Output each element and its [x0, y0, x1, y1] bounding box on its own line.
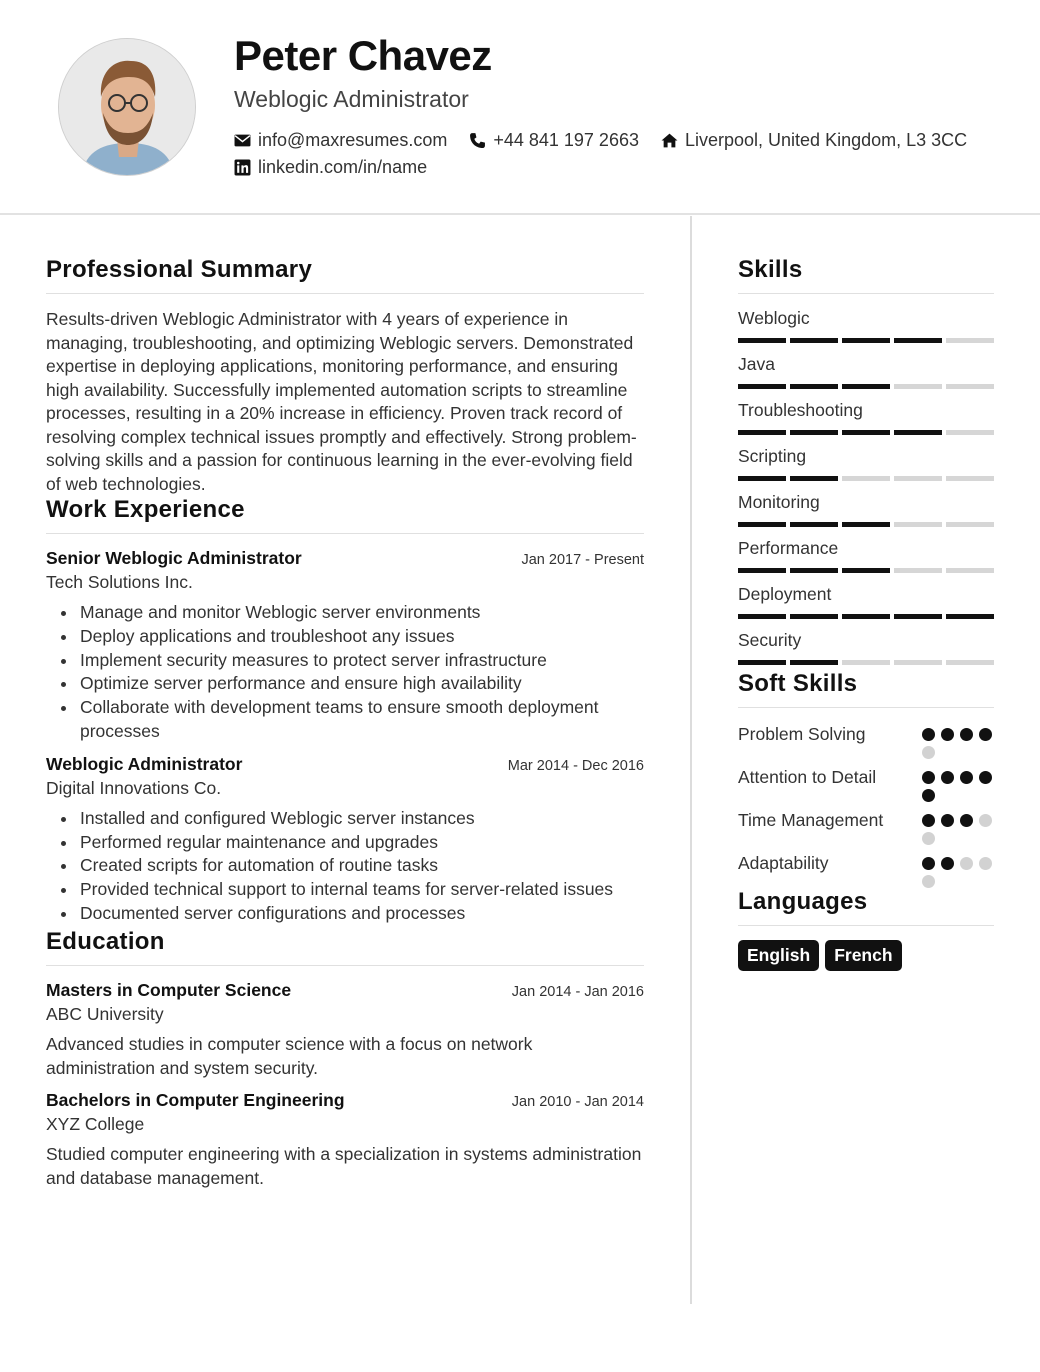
skill-name: Java — [738, 354, 775, 374]
skill-name: Deployment — [738, 584, 832, 604]
skill-level-segment — [842, 430, 890, 435]
skill-item — [738, 308, 994, 344]
job-bullet: • Documented server configurations and processes — [78, 902, 644, 926]
job-entry — [46, 754, 644, 926]
skill-level-segment — [946, 430, 994, 435]
skill-level-segment — [790, 614, 838, 619]
rating-dot — [979, 857, 992, 870]
rating-dot — [979, 814, 992, 827]
rating-dot — [922, 771, 935, 784]
education-entry — [46, 980, 644, 1081]
school-name: ABC University — [46, 1003, 164, 1024]
language-tag: French — [825, 940, 901, 971]
education-section — [46, 928, 644, 1191]
soft-skill-list — [738, 722, 994, 888]
contact-phone[interactable] — [469, 130, 639, 151]
skill-level-segment — [842, 614, 890, 619]
soft-skill-item — [738, 851, 994, 888]
skill-list — [738, 308, 994, 666]
skill-level-segment — [946, 614, 994, 619]
profile-photo-icon — [59, 39, 196, 176]
rating-dot — [941, 771, 954, 784]
skill-level-segment — [894, 614, 942, 619]
skill-level-segment — [738, 614, 786, 619]
contact-linkedin-text: linkedin.com/in/name — [258, 157, 428, 177]
soft-skill-name: Problem Solving — [738, 724, 866, 744]
skill-level-segment — [946, 338, 994, 343]
soft-skill-item — [738, 765, 994, 802]
main-column — [46, 256, 644, 1201]
contact-email-text: info@maxresumes.com — [258, 130, 448, 150]
soft-skill-item — [738, 808, 994, 845]
skill-item — [738, 446, 994, 482]
skill-level-segment — [842, 522, 890, 527]
candidate-role: Weblogic Administrator — [234, 86, 469, 112]
education-header — [46, 980, 644, 1001]
job-bullets — [78, 601, 644, 744]
job-title: Weblogic Administrator — [46, 753, 243, 774]
section-title: Soft Skills — [738, 670, 994, 708]
soft-skill-name: Time Management — [738, 810, 884, 830]
degree-title: Masters in Computer Science — [46, 979, 292, 1000]
linkedin-icon — [234, 159, 251, 176]
skill-level-segment — [946, 568, 994, 573]
rating-dot — [960, 728, 973, 741]
phone-icon — [469, 132, 486, 149]
rating-dot — [941, 814, 954, 827]
skill-level-segment — [946, 660, 994, 665]
skill-item — [738, 584, 994, 620]
rating-dot — [922, 746, 935, 759]
contact-email[interactable] — [234, 130, 447, 151]
section-title: Languages — [738, 888, 994, 926]
skill-level-segment — [738, 430, 786, 435]
education-header — [46, 1090, 644, 1111]
education-date: Jan 2014 - Jan 2016 — [511, 983, 644, 1000]
envelope-icon — [234, 132, 251, 149]
job-date: Mar 2014 - Dec 2016 — [507, 757, 644, 774]
education-date: Jan 2010 - Jan 2014 — [511, 1094, 644, 1111]
skill-level-bar — [738, 384, 994, 390]
job-bullet: • Deploy applications and troubleshoot any issues — [78, 625, 644, 649]
degree-title: Bachelors in Computer Engineering — [46, 1090, 345, 1111]
skill-item — [738, 492, 994, 528]
rating-dot — [922, 789, 935, 802]
skill-level-segment — [842, 660, 890, 665]
skill-level-bar — [738, 522, 994, 528]
language-tag: English — [738, 940, 819, 971]
skill-level-segment — [790, 660, 838, 665]
rating-dot — [941, 857, 954, 870]
skill-level-segment — [894, 338, 942, 343]
job-title: Senior Weblogic Administrator — [46, 548, 302, 568]
experience-section — [46, 496, 644, 926]
skill-level-segment — [738, 660, 786, 665]
job-bullet: • Collaborate with development teams to ensure smooth deployment processes — [78, 696, 644, 744]
skill-name: Scripting — [738, 446, 807, 466]
job-bullet: • Manage and monitor Weblogic server environments — [78, 601, 644, 625]
rating-dot — [960, 771, 973, 784]
soft-skill-rating — [922, 765, 994, 802]
skill-level-segment — [790, 568, 838, 573]
soft-skill-name: Adaptability — [738, 853, 829, 873]
job-bullet: • Optimize server performance and ensure high availability — [78, 672, 644, 696]
skill-level-segment — [790, 430, 838, 435]
skill-level-bar — [738, 430, 994, 436]
skill-level-segment — [842, 384, 890, 389]
contact-phone-text: +44 841 197 2663 — [493, 130, 639, 150]
rating-dot — [960, 814, 973, 827]
sidebar-column — [738, 256, 994, 971]
skills-section — [738, 256, 994, 666]
education-list — [46, 980, 644, 1191]
contact-location — [661, 130, 967, 151]
skill-level-segment — [738, 384, 786, 389]
skill-level-segment — [842, 338, 890, 343]
job-entry — [46, 548, 644, 744]
rating-dot — [941, 728, 954, 741]
skill-level-segment — [790, 522, 838, 527]
skill-level-segment — [946, 476, 994, 481]
job-header — [46, 548, 644, 569]
skill-level-segment — [894, 384, 942, 389]
section-title: Education — [46, 928, 644, 966]
skill-level-segment — [790, 476, 838, 481]
skill-level-bar — [738, 338, 994, 344]
skill-name: Monitoring — [738, 492, 820, 512]
rating-dot — [979, 771, 992, 784]
skill-level-segment — [894, 430, 942, 435]
contact-row-secondary — [234, 157, 449, 178]
skill-level-bar — [738, 568, 994, 574]
skill-item — [738, 538, 994, 574]
language-list — [738, 940, 994, 971]
section-title: Professional Summary — [46, 256, 644, 294]
rating-dot — [922, 814, 935, 827]
skill-level-segment — [946, 522, 994, 527]
job-bullet: • Implement security measures to protect server infrastructure — [78, 649, 644, 673]
rating-dot — [922, 832, 935, 845]
skill-level-segment — [894, 476, 942, 481]
skill-name: Weblogic — [738, 308, 810, 328]
skill-level-segment — [894, 568, 942, 573]
job-company: Tech Solutions Inc. — [46, 572, 193, 592]
candidate-name: Peter Chavez — [234, 32, 492, 79]
skill-level-segment — [738, 522, 786, 527]
soft-skill-rating — [922, 808, 994, 845]
job-list — [46, 548, 644, 926]
skill-level-segment — [738, 476, 786, 481]
job-bullets — [78, 807, 644, 926]
home-icon — [661, 132, 678, 149]
job-bullet: • Installed and configured Weblogic server instances — [78, 807, 644, 831]
soft-skill-rating — [922, 722, 994, 759]
rating-dot — [922, 728, 935, 741]
skill-level-segment — [738, 338, 786, 343]
skill-name: Troubleshooting — [738, 400, 863, 420]
school-name: XYZ College — [46, 1114, 145, 1135]
skill-level-segment — [842, 568, 890, 573]
job-bullet: • Provided technical support to internal teams for server-related issues — [78, 878, 644, 902]
skill-level-bar — [738, 476, 994, 482]
education-description: Studied computer engineering with a specialization in systems administration and database management. — [46, 1144, 642, 1189]
summary-text: Results-driven Weblogic Administrator with 4 years of experience in managing, troubleshooting, and optimizing Weblogic servers. Demonstrated expertise in deploying applications, monitoring performance, and ensuring high availability. Successfully implemented automation scripts to streamline processes, resulting in a 20% increase in efficiency. Proven track record of resolving complex technical issues promptly and effectively. Strong problem-solving skills and a passion for continuous learning in the ever-evolving field of web technologies. — [46, 309, 637, 494]
rating-dot — [922, 857, 935, 870]
education-entry — [46, 1090, 644, 1191]
job-date: Jan 2017 - Present — [521, 552, 644, 568]
contact-linkedin[interactable] — [234, 157, 427, 178]
skill-name: Security — [738, 630, 802, 650]
rating-dot — [960, 857, 973, 870]
soft-skill-rating — [922, 851, 994, 888]
skill-name: Performance — [738, 538, 839, 558]
skill-level-bar — [738, 614, 994, 620]
soft-skill-name: Attention to Detail — [738, 767, 877, 787]
contact-location-text: Liverpool, United Kingdom, L3 3CC — [684, 130, 968, 150]
skill-item — [738, 630, 994, 666]
column-divider — [690, 216, 692, 1304]
avatar — [58, 38, 196, 176]
rating-dot — [979, 728, 992, 741]
section-title: Work Experience — [46, 496, 644, 534]
job-bullet: • Performed regular maintenance and upgrades — [78, 831, 644, 855]
education-description: Advanced studies in computer science with a focus on network administration and system security. — [46, 1033, 533, 1078]
skill-level-segment — [738, 568, 786, 573]
resume-header — [0, 0, 1040, 215]
skill-level-segment — [946, 384, 994, 389]
skill-item — [738, 400, 994, 436]
section-title: Skills — [738, 256, 994, 294]
summary-section — [46, 256, 644, 496]
skill-level-segment — [894, 522, 942, 527]
job-header — [46, 754, 644, 775]
contact-row — [234, 130, 989, 151]
soft-skills-section — [738, 670, 994, 888]
job-company: Digital Innovations Co. — [46, 777, 222, 798]
skill-level-segment — [790, 384, 838, 389]
skill-level-bar — [738, 660, 994, 666]
skill-level-segment — [894, 660, 942, 665]
rating-dot — [922, 875, 935, 888]
skill-level-segment — [842, 476, 890, 481]
skill-level-segment — [790, 338, 838, 343]
soft-skill-item — [738, 722, 994, 759]
languages-section — [738, 888, 994, 971]
skill-item — [738, 354, 994, 390]
job-bullet: • Created scripts for automation of routine tasks — [78, 854, 644, 878]
